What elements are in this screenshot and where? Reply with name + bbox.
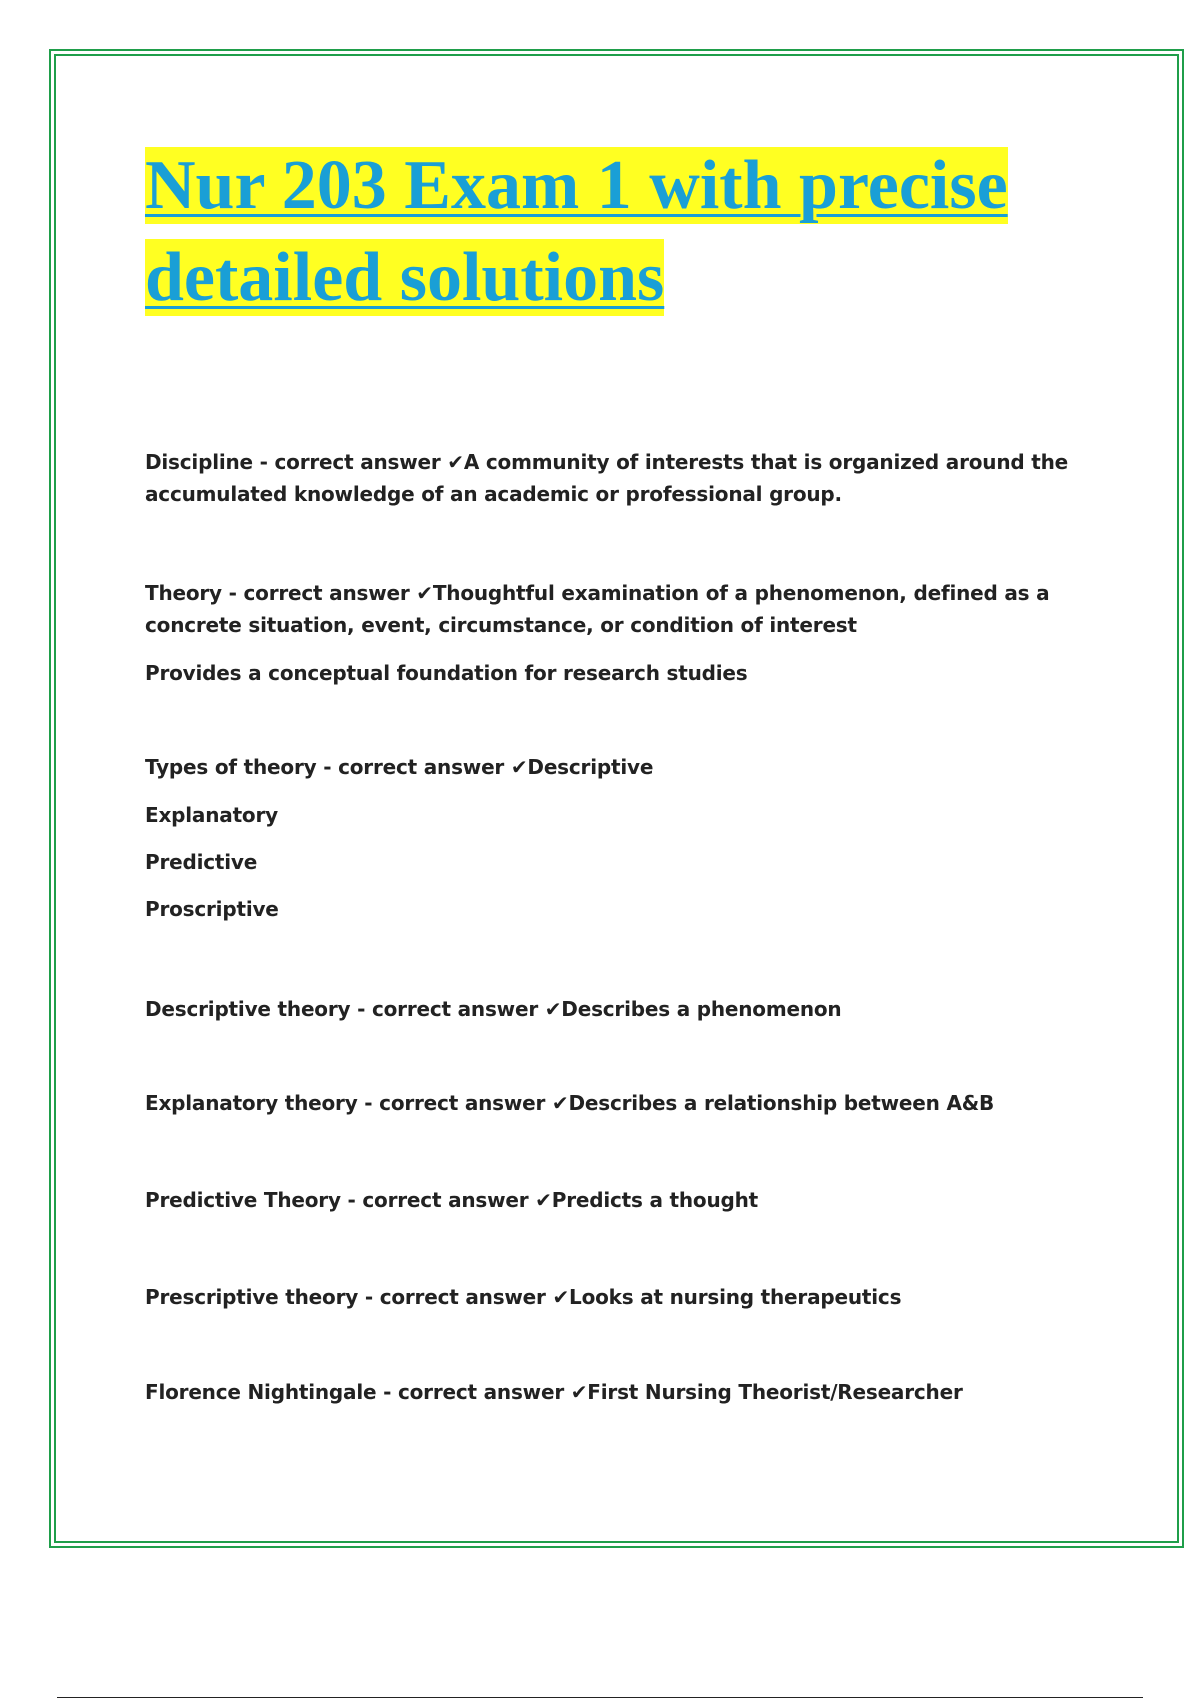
entry-types-of-theory <box>145 751 1095 925</box>
title-line-2: detailed solutions <box>145 239 665 316</box>
entry-text: Descriptive theory - correct answer ✔Describes a phenomenon <box>145 997 842 1021</box>
entry-explanatory-theory <box>145 1087 1095 1119</box>
entry-text: Florence Nightingale - correct answer ✔First Nursing Theorist/Researcher <box>145 1380 963 1404</box>
title-line-1: Nur 203 Exam 1 with precise <box>145 147 1008 224</box>
entry-text: Discipline - correct answer ✔A community of interests that is organized around the accumulated knowledge of an academic or professional group. <box>145 450 1069 506</box>
entry-prescriptive-theory <box>145 1281 1095 1313</box>
entry-florence-nightingale <box>145 1376 1095 1408</box>
entry-subline: Proscriptive <box>145 897 279 921</box>
entry-subline: Provides a conceptual foundation for research studies <box>145 661 748 685</box>
entry-text: Theory - correct answer ✔Thoughtful examination of a phenomenon, defined as a concrete situation, event, circumstance, or condition of interest <box>145 581 1050 637</box>
entry-predictive-theory <box>145 1184 1095 1216</box>
entry-subline: Predictive <box>145 850 258 874</box>
entry-theory <box>145 577 1095 689</box>
entry-descriptive-theory <box>145 993 1095 1025</box>
bottom-rule <box>57 1697 1143 1698</box>
entry-discipline <box>145 446 1095 510</box>
entry-text: Predictive Theory - correct answer ✔Predicts a thought <box>145 1188 759 1212</box>
entry-text: Prescriptive theory - correct answer ✔Looks at nursing therapeutics <box>145 1285 902 1309</box>
entry-text: Explanatory theory - correct answer ✔Describes a relationship between A&B <box>145 1091 995 1115</box>
entry-subline: Explanatory <box>145 803 278 827</box>
document-title <box>145 140 1095 324</box>
entry-text: Types of theory - correct answer ✔Descriptive <box>145 755 654 779</box>
